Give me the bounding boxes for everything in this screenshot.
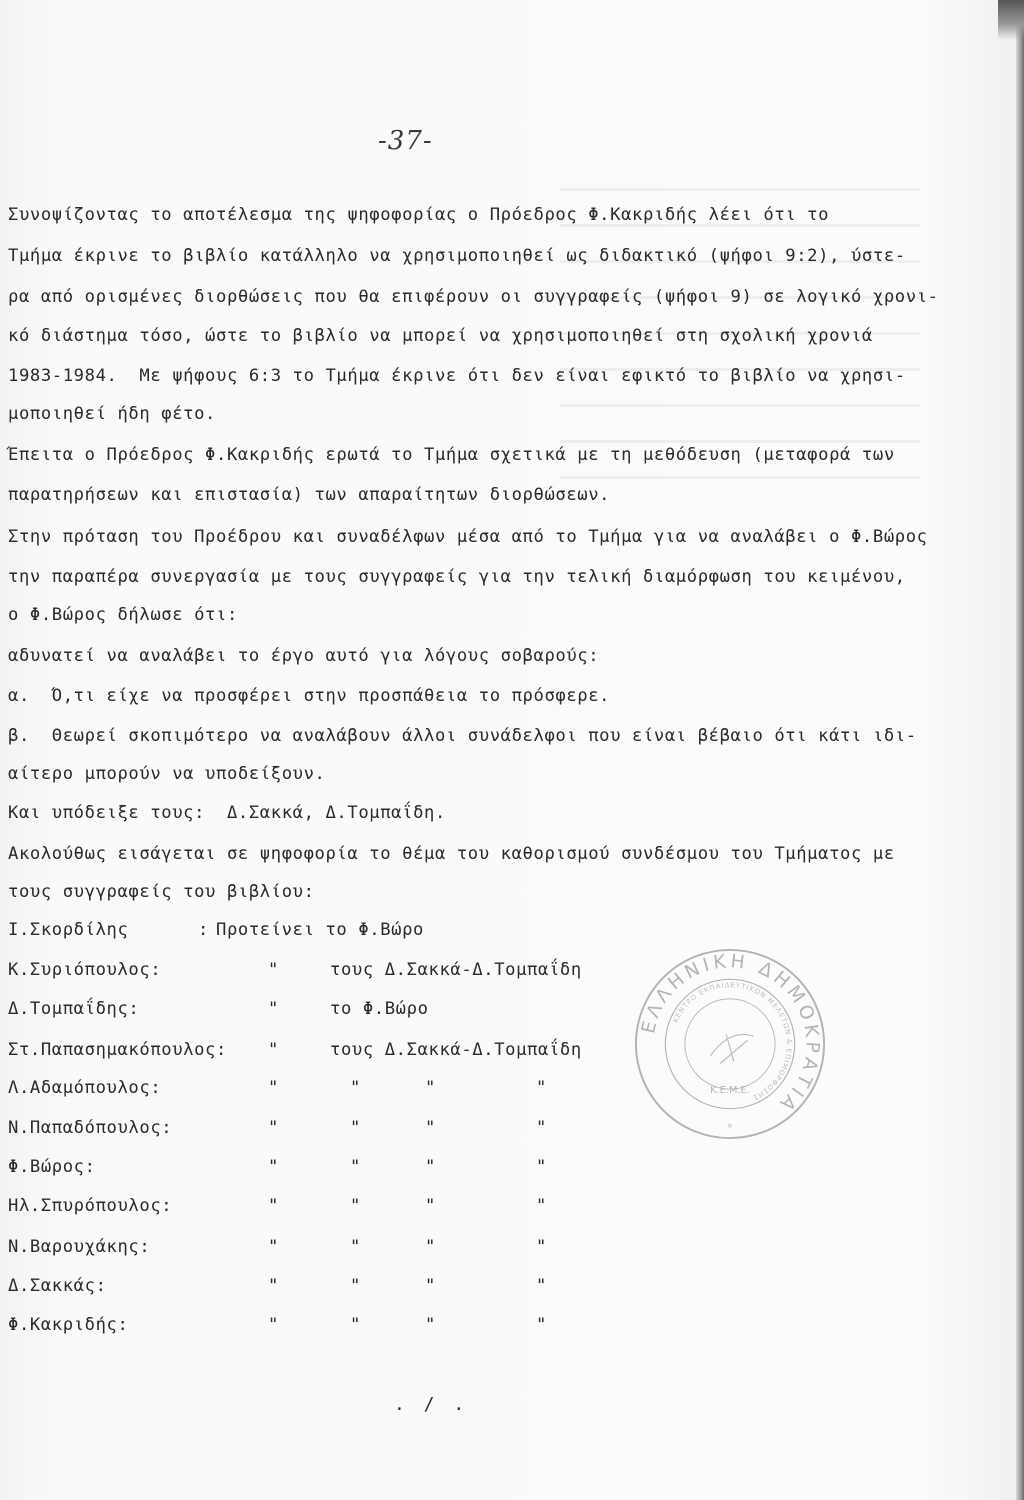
vote-row <box>8 960 582 982</box>
ditto-mark: " <box>536 1315 547 1335</box>
text-line: την παραπέρα συνεργασία με τους συγγραφείς για την τελική διαμόρφωση του κειμένου, <box>8 567 906 587</box>
vote-row <box>8 1237 547 1259</box>
text-line: Έπειτα ο Πρόεδρος Φ.Κακριδής ερωτά το Τμήμα σχετικά με τη μεθόδευση (μεταφορά των <box>8 445 895 465</box>
voter-name: Ι.Σκορδίλης <box>8 920 129 940</box>
vote-row <box>8 1118 547 1140</box>
vote-row <box>8 1196 547 1218</box>
ditto-mark: " <box>425 1276 436 1296</box>
ditto-mark: " <box>350 1196 361 1216</box>
ditto-mark: " <box>350 1315 361 1335</box>
ditto-mark: " <box>268 1315 279 1335</box>
voter-name: Ν.Βαρουχάκης: <box>8 1237 151 1257</box>
continuation-mark: . / . <box>394 1394 469 1415</box>
ditto-mark: " <box>350 1157 361 1177</box>
ditto-mark: " <box>536 1118 547 1138</box>
ditto-mark: " <box>268 1196 279 1216</box>
svg-text:✳: ✳ <box>727 1120 733 1132</box>
ditto-mark: " <box>268 960 279 980</box>
ditto-mark: " <box>425 1078 436 1098</box>
page-corner-shadow <box>998 0 1024 40</box>
ditto-mark: " <box>425 1196 436 1216</box>
official-seal-stamp <box>632 946 828 1142</box>
stamp-inner-text: ΚΕΝΤΡΟ ΕΚΠΑΙΔΕΥΤΙΚΩΝ ΜΕΛΕΤΩΝ & ΕΠΙΜΟΡΦΩΣΗΣ <box>671 981 793 1102</box>
voter-name: Δ.Τομπαΐδης: <box>8 999 140 1019</box>
text-line: Συνοψίζοντας το αποτέλεσμα της ψηφοφορίας ο Πρόεδρος Φ.Κακριδής λέει ότι το <box>8 205 830 225</box>
voter-name: Φ.Βώρος: <box>8 1157 96 1177</box>
voter-name: Λ.Αδαμόπουλος: <box>8 1078 162 1098</box>
vote-row <box>8 1315 547 1337</box>
text-line: 1983-1984. Με ψήφους 6:3 το Τμήμα έκρινε ότι δεν είναι εφικτό το βιβλίο να χρησι- <box>8 366 906 386</box>
vote-choice: τους Δ.Σακκά-Δ.Τομπαΐδη <box>330 960 582 980</box>
text-line: β. Θεωρεί σκοπιμότερο να αναλάβουν άλλοι συνάδελφοι που είναι βέβαιο ότι κάτι ιδι- <box>8 726 917 746</box>
voter-name: Κ.Συριόπουλος: <box>8 960 162 980</box>
vote-row <box>8 1078 547 1100</box>
text-line: τους συγγραφείς του βιβλίου: <box>8 882 315 902</box>
vote-row <box>8 920 425 942</box>
text-line: Ακολούθως εισάγεται σε ψηφοφορία το θέμα του καθορισμού συνδέσμου του Τμήματος με <box>8 844 895 864</box>
voter-name: Στ.Παπασημακόπουλος: <box>8 1040 227 1060</box>
voter-name: Ηλ.Σπυρόπουλος: <box>8 1196 173 1216</box>
ditto-mark: " <box>268 1118 279 1138</box>
ditto-mark: " <box>350 1118 361 1138</box>
ditto-mark: " <box>350 1078 361 1098</box>
vote-row <box>8 999 429 1021</box>
text-line: ο Φ.Βώρος δήλωσε ότι: <box>8 605 238 625</box>
ditto-mark: " <box>536 1237 547 1257</box>
ditto-mark: " <box>536 1196 547 1216</box>
vote-choice: τους Δ.Σακκά-Δ.Τομπαΐδη <box>330 1040 582 1060</box>
stamp-outer-text: ΕΛΛΗΝΙΚΗ ΔΗΜΟΚΡΑΤΙΑ <box>638 951 823 1117</box>
ditto-mark: " <box>268 999 279 1019</box>
ditto-mark: " <box>536 1276 547 1296</box>
ditto-mark: " <box>536 1078 547 1098</box>
page-edge <box>1016 0 1024 1500</box>
text-line: αδυνατεί να αναλάβει το έργο αυτό για λόγους σοβαρούς: <box>8 646 600 666</box>
ditto-mark: " <box>350 1276 361 1296</box>
text-line: αίτερο μπορούν να υποδείξουν. <box>8 764 326 784</box>
ditto-mark: " <box>268 1157 279 1177</box>
text-line: α. Ό,τι είχε να προσφέρει στην προσπάθεια το πρόσφερε. <box>8 686 611 706</box>
text-line: Τμήμα έκρινε το βιβλίο κατάλληλο να χρησιμοποιηθεί ως διδακτικό (ψήφοι 9:2), ύστε- <box>8 246 906 266</box>
voter-name: Ν.Παπαδόπουλος: <box>8 1118 173 1138</box>
ditto-mark: " <box>268 1276 279 1296</box>
stamp-bottom-text: Κ.Ε.Μ.Ε. <box>710 1085 750 1096</box>
ditto-mark: " <box>268 1237 279 1257</box>
ditto-mark: " <box>425 1118 436 1138</box>
vote-colon: : <box>198 920 209 940</box>
voter-name: Φ.Κακριδής: <box>8 1315 129 1335</box>
ditto-mark: " <box>425 1315 436 1335</box>
text-line: μοποιηθεί ήδη φέτο. <box>8 404 217 424</box>
page-number: -37- <box>378 126 433 156</box>
ditto-mark: " <box>350 1237 361 1257</box>
ditto-mark: " <box>268 1040 279 1060</box>
vote-choice: Προτείνει το Φ.Βώρο <box>216 920 425 940</box>
ditto-mark: " <box>425 1157 436 1177</box>
vote-row <box>8 1157 547 1179</box>
text-line: Και υπόδειξε τους: Δ.Σακκά, Δ.Τομπαΐδη. <box>8 803 446 823</box>
ditto-mark: " <box>536 1157 547 1177</box>
vote-row <box>8 1276 547 1298</box>
ditto-mark: " <box>425 1237 436 1257</box>
vote-choice: το Φ.Βώρο <box>330 999 429 1019</box>
voter-name: Δ.Σακκάς: <box>8 1276 107 1296</box>
vote-row <box>8 1040 582 1062</box>
text-line: παρατηρήσεων και επιστασία) των απαραίτητων διορθώσεων. <box>8 485 611 505</box>
text-line: Στην πρόταση του Προέδρου και συναδέλφων μέσα από το Τμήμα για να αναλάβει ο Φ.Βώρος <box>8 527 928 547</box>
text-line: ρα από ορισμένες διορθώσεις που θα επιφέρουν οι συγγραφείς (ψήφοι 9) σε λογικό χρονι- <box>8 287 939 307</box>
ditto-mark: " <box>268 1078 279 1098</box>
text-line: κό διάστημα τόσο, ώστε το βιβλίο να μπορεί να χρησιμοποιηθεί στη σχολική χρονιά <box>8 326 873 346</box>
